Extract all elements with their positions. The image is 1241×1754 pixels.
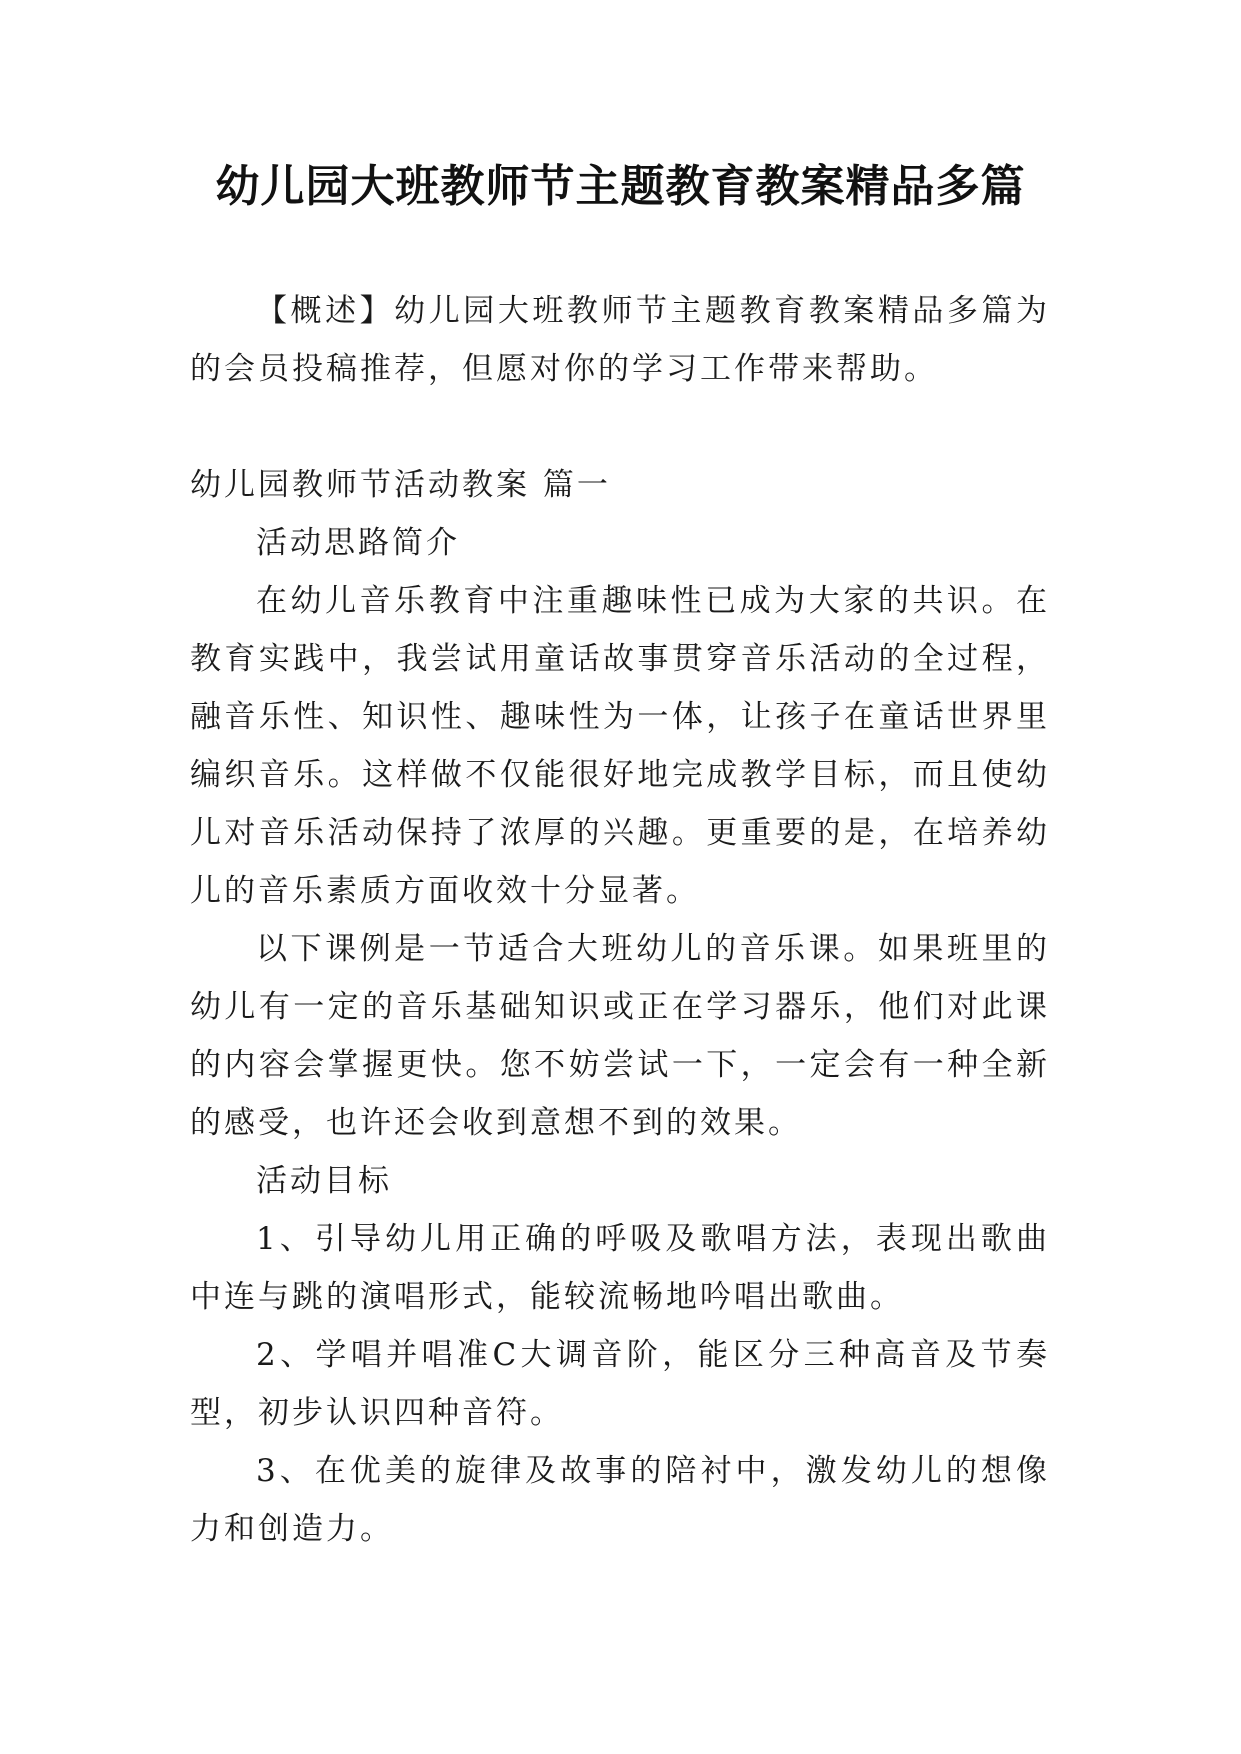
goal-item: 2、学唱并唱准C大调音阶，能区分三种高音及节奏型，初步认识四种音符。 (190, 1337, 1050, 1431)
subheading-intro: 活动思路简介 (256, 525, 460, 561)
overview-paragraph: 【概述】幼儿园大班教师节主题教育教案精品多篇为的会员投稿推荐，但愿对你的学习工作带来帮助。 (190, 293, 1050, 387)
document-title: 幼儿园大班教师节主题教育教案精品多篇 (215, 161, 1026, 212)
subheading-goals: 活动目标 (256, 1163, 392, 1199)
document-body (190, 282, 1050, 1558)
body-paragraph: 在幼儿音乐教育中注重趣味性已成为大家的共识。在教育实践中，我尝试用童话故事贯穿音乐活动的全过程，融音乐性、知识性、趣味性为一体，让孩子在童话世界里编织音乐。这样做不仅能很好地完成教学目标，而且使幼儿对音乐活动保持了浓厚的兴趣。更重要的是，在培养幼儿的音乐素质方面收效十分显著。 (190, 583, 1050, 909)
section-heading: 幼儿园教师节活动教案 篇一 (190, 467, 611, 503)
body-paragraph: 以下课例是一节适合大班幼儿的音乐课。如果班里的幼儿有一定的音乐基础知识或正在学习器乐，他们对此课的内容会掌握更快。您不妨尝试一下，一定会有一种全新的感受，也许还会收到意想不到的效果。 (190, 931, 1050, 1141)
goal-item: 3、在优美的旋律及故事的陪衬中，激发幼儿的想像力和创造力。 (190, 1453, 1050, 1547)
goal-item: 1、引导幼儿用正确的呼吸及歌唱方法，表现出歌曲中连与跳的演唱形式，能较流畅地吟唱出歌曲。 (190, 1221, 1050, 1315)
